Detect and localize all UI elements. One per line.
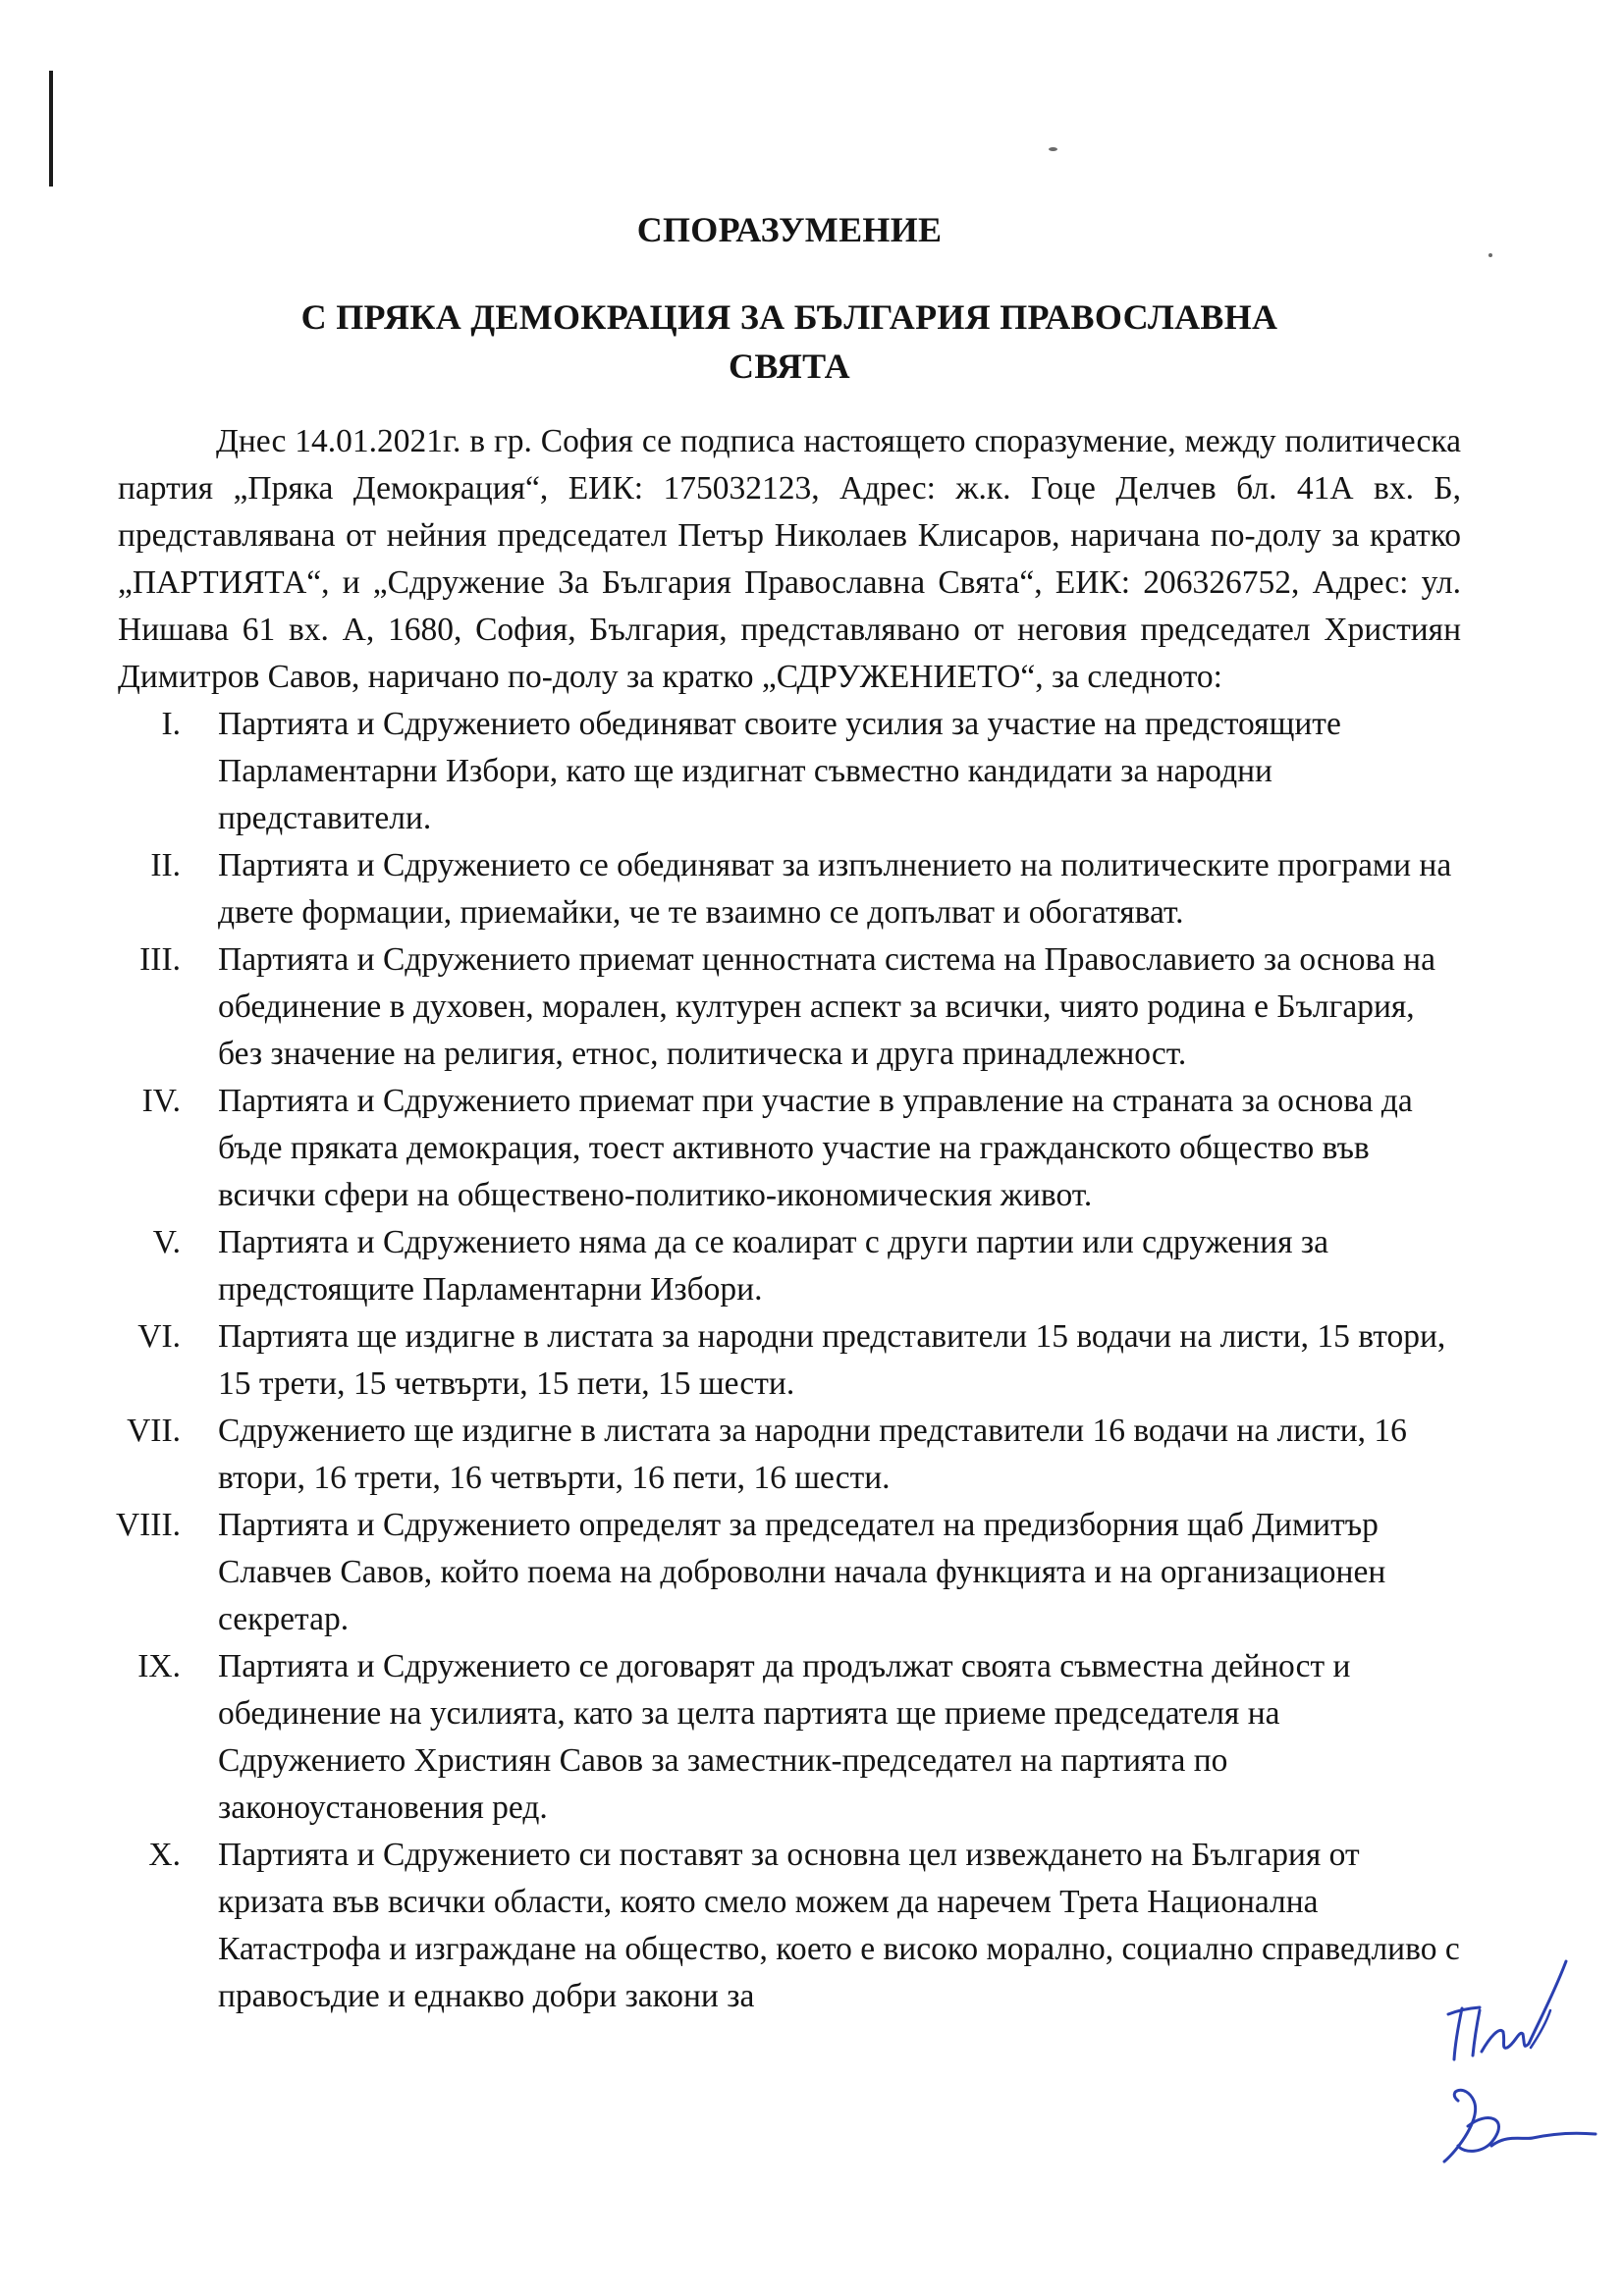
signature-stroke xyxy=(1473,2010,1480,2056)
clause-number: VIII. xyxy=(115,1507,181,1543)
clause-number: IV. xyxy=(141,1083,181,1119)
clause-text: Партията и Сдружението приемат при участие в управление на страната за основа да бъде пряката демокрация, тоест активното участие на гражданското общество във всички сфери на обществено-политико-икономическия живот. xyxy=(218,1083,1413,1213)
clause-number: V. xyxy=(152,1224,181,1260)
clause-item xyxy=(118,1832,1461,2020)
document-title: СПОРАЗУМЕНИЕ xyxy=(636,210,943,249)
clause-text: Партията и Сдружението обединяват своите усилия за участие на предстоящите Парламентарни Избори, като ще издигнат съвместно кандидати за народни представители. xyxy=(218,706,1341,836)
document-subtitle xyxy=(118,293,1461,391)
clause-text: Партията и Сдружението определят за председател на предизборния щаб Димитър Славчев Савов, който поема на доброволни начала функцията и на организационен секретар. xyxy=(218,1507,1386,1637)
handwritten-initials xyxy=(1429,1953,1615,2199)
clause-text: Партията и Сдружението се обединяват за изпълнението на политическите програми на двете формации, приемайки, че те взаимно се допълват и обогатяват. xyxy=(218,847,1452,931)
clause-item xyxy=(118,1408,1461,1502)
clause-text: Партията и Сдружението си поставят за основна цел извеждането на България от кризата във всички области, която смело можем да наречем Трета Национална Катастрофа и изграждане на общество, което е високо морално, социално справедливо с правосъдие и еднакво добри закони за xyxy=(218,1837,1460,2014)
clause-item xyxy=(118,1643,1461,1832)
clause-text: Партията ще издигне в листата за народни представители 15 водачи на листи, 15 втори, 15 трети, 15 четвърти, 15 пети, 15 шести. xyxy=(218,1318,1446,1402)
clause-item xyxy=(118,936,1461,1078)
clause-text: Сдружението ще издигне в листата за народни представители 16 водачи на листи, 16 втори, 16 трети, 16 четвърти, 16 пети, 16 шести. xyxy=(218,1413,1407,1496)
scan-edge-mark xyxy=(49,71,53,187)
signature-stroke xyxy=(1454,2008,1462,2059)
document-page xyxy=(115,206,1461,2020)
intro-paragraph: Днес 14.01.2021г. в гр. София се подписа настоящето споразумение, между политическа партия „Пряка Демокрация“, ЕИК: 175032123, Адрес: ж.к. Гоце Делчев бл. 41А вх. Б, представлявана от нейния председател Петър Николаев Клисаров, наричана по-долу за кратко „ПАРТИЯТА“, и „Сдружение За България Православна Свята“, ЕИК: 206326752, Адрес: ул. Нишава 61 вх. А, 1680, София, България, представлявано от неговия председател Християн Димитров Савов, наричано по-долу за кратко „СДРУЖЕНИЕТО“, за следното: xyxy=(118,423,1461,695)
clause-text: Партията и Сдружението се договарят да продължат своята съвместна дейност и обединение на усилията, като за целта партията ще приеме председателя на Сдружението Християн Савов за заместник-председател на партията по законоустановения ред. xyxy=(218,1648,1351,1826)
scan-speck xyxy=(1049,147,1057,151)
signature-stroke xyxy=(1482,1961,1566,2052)
clause-item xyxy=(118,1078,1461,1219)
clause-item xyxy=(115,1502,1461,1643)
clause-item xyxy=(118,1313,1461,1408)
subtitle-line: СВЯТА xyxy=(729,347,850,386)
clause-number: VII. xyxy=(127,1413,181,1449)
clause-item xyxy=(118,701,1461,842)
clause-text: Партията и Сдружението приемат ценностната система на Православието за основа на обединение в духовен, морален, културен аспект за всички, чиято родина е България, без значение на религия, етнос, политическа и друга принадлежност. xyxy=(218,941,1435,1072)
clause-item xyxy=(118,842,1461,936)
clause-number: X. xyxy=(148,1837,181,1873)
clause-number: I. xyxy=(161,706,181,742)
scan-speck xyxy=(1488,253,1492,257)
clause-item xyxy=(118,1219,1461,1313)
signature-stroke xyxy=(1448,2007,1480,2014)
subtitle-line: С ПРЯКА ДЕМОКРАЦИЯ ЗА БЪЛГАРИЯ ПРАВОСЛАВНА xyxy=(300,297,1278,337)
clause-number: II. xyxy=(150,847,181,883)
clause-text: Партията и Сдружението няма да се коалират с други партии или сдружения за предстоящите Парламентарни Избори. xyxy=(218,1224,1328,1308)
clause-number: IX. xyxy=(137,1648,181,1684)
signature-stroke xyxy=(1491,2133,1596,2146)
clause-list xyxy=(115,701,1461,2020)
clause-number: VI. xyxy=(137,1318,181,1355)
clause-number: III. xyxy=(139,941,181,978)
